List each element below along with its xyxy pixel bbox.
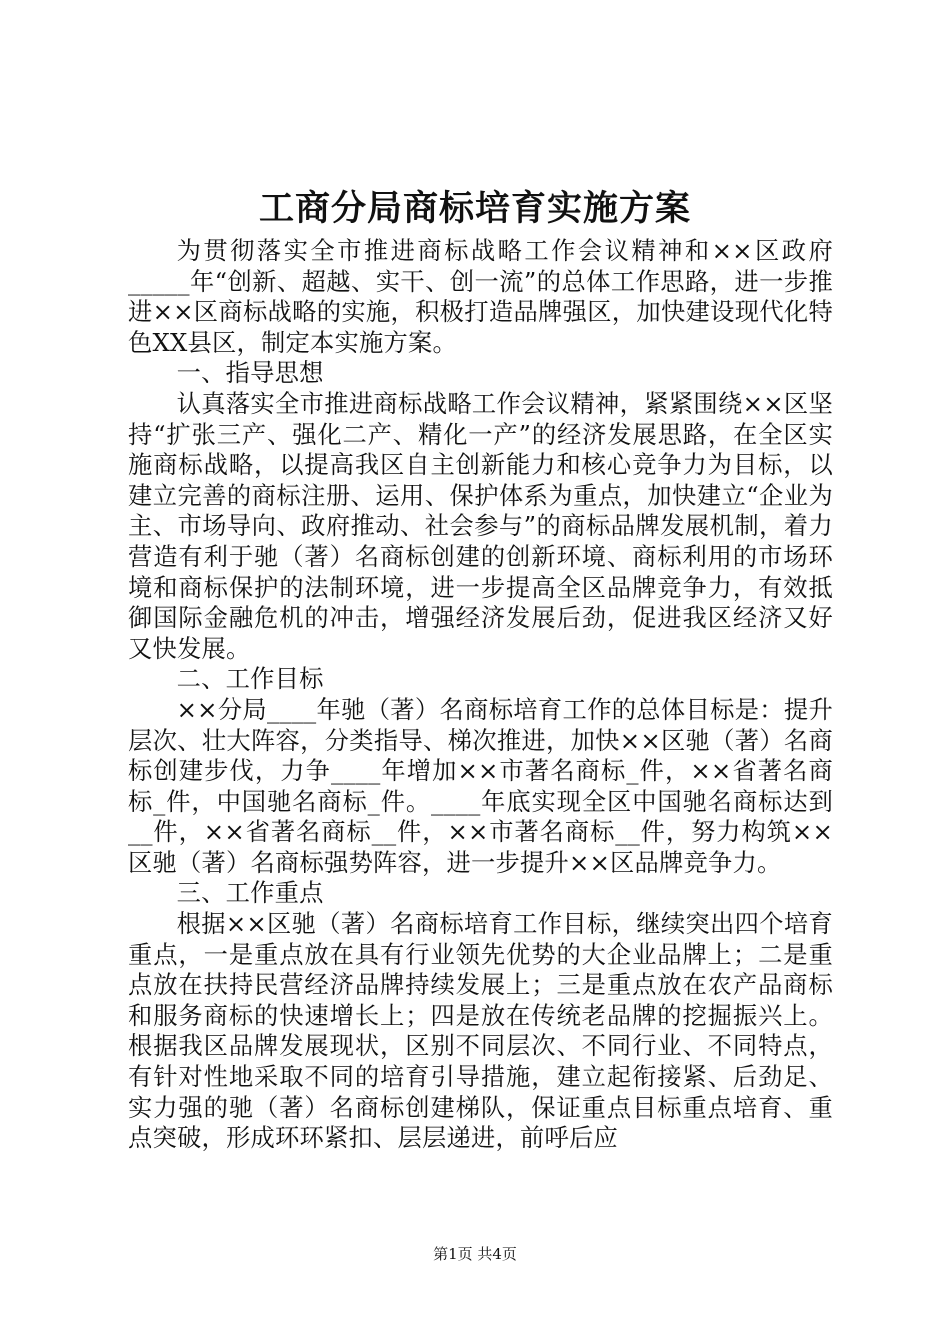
work-goals-paragraph: ××分局____年驰（著）名商标培育工作的总体目标是：提升层次、壮大阵容，分类指导、梯次推进，加快××区驰（著）名商标创建步伐，力争____年增加××市著名商标_件，××省著名商标_件，中国驰名商标_件。____年底实现全区中国驰名商标达到__件，××省著名商标__件，××市著名商标__件，努力构筑××区驰（著）名商标强势阵容，进一步提升××区品牌竞争力。 bbox=[128, 694, 833, 877]
section-heading-work-goals: 二、工作目标 bbox=[176, 664, 324, 694]
guiding-ideology-paragraph: 认真落实全市推进商标战略工作会议精神，紧紧围绕××区坚持“扩张三产、强化二产、精化一产”的经济发展思路，在全区实施商标战略，以提高我区自主创新能力和核心竞争力为目标，以建立完善的商标注册、运用、保护体系为重点，加快建立“企业为主、市场导向、政府推动、社会参与”的商标品牌发展机制，着力营造有利于驰（著）名商标创建的创新环境、商标利用的市场环境和商标保护的法制环境，进一步提高全区品牌竞争力，有效抵御国际金融危机的冲击，增强经济发展后劲，促进我区经济又好又快发展。 bbox=[128, 388, 833, 663]
work-focus-paragraph: 根据××区驰（著）名商标培育工作目标，继续突出四个培育重点，一是重点放在具有行业领先优势的大企业品牌上；二是重点放在扶持民营经济品牌持续发展上；三是重点放在农产品商标和服务商标的快速增长上；四是放在传统老品牌的挖掘振兴上。根据我区品牌发展现状，区别不同层次、不同行业、不同特点，有针对性地采取不同的培育引导措施，建立起衔接紧、后劲足、实力强的驰（著）名商标创建梯队，保证重点目标重点培育、重点突破，形成环环紧扣、层层递进，前呼后应 bbox=[128, 909, 833, 1153]
section-heading-work-focus: 三、工作重点 bbox=[176, 878, 324, 908]
section-heading-guiding-ideology: 一、指导思想 bbox=[176, 358, 324, 388]
page-footer: 第1页 共4页 bbox=[433, 1245, 517, 1263]
document-title: 工商分局商标培育实施方案 bbox=[258, 188, 691, 229]
intro-paragraph: 为贯彻落实全市推进商标战略工作会议精神和××区政府_____年“创新、超越、实干、创一流”的总体工作思路，进一步推进××区商标战略的实施，积极打造品牌强区，加快建设现代化特色XX县区，制定本实施方案。 bbox=[128, 236, 833, 357]
document-body bbox=[128, 236, 833, 1154]
